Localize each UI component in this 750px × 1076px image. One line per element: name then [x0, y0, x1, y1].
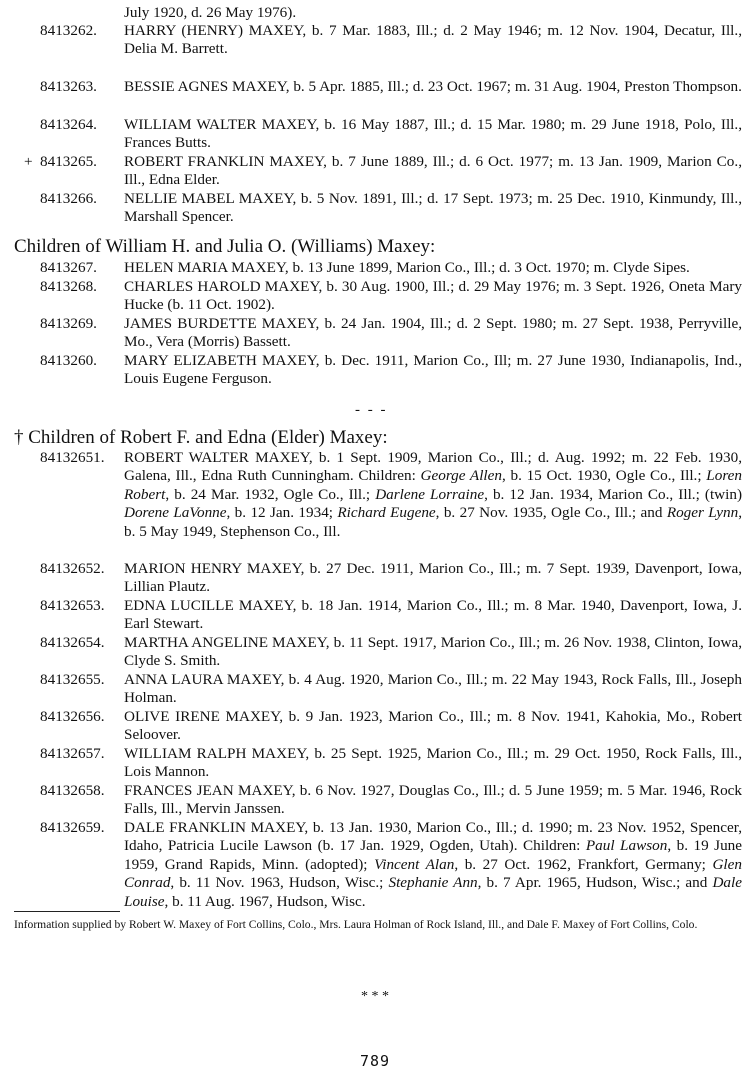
genealogy-entry	[40, 278, 742, 316]
entry-number: 84132653.	[40, 597, 105, 614]
section-separator: - - -	[355, 402, 388, 418]
genealogy-entry	[40, 259, 742, 278]
genealogy-entry	[40, 708, 742, 746]
entry-text: MARY ELIZABETH MAXEY, b. Dec. 1911, Marion Co., Ill; m. 27 June 1930, Indianapolis, Ind., Louis Eugene Ferguson.	[124, 352, 742, 388]
section-heading: † Children of Robert F. and Edna (Elder) Maxey:	[14, 427, 388, 448]
entry-text: ROBERT FRANKLIN MAXEY, b. 7 June 1889, Ill.; d. 6 Oct. 1977; m. 13 Jan. 1909, Marion Co., Ill., Edna Elder.	[124, 153, 742, 189]
entry-number: 8413266.	[40, 190, 97, 207]
entry-text: CHARLES HAROLD MAXEY, b. 30 Aug. 1900, Ill.; d. 29 May 1976; m. 3 Sept. 1926, Oneta Mary Hucke (b. 11 Oct. 1902).	[124, 278, 742, 314]
entry-number: 8413260.	[40, 352, 97, 369]
footnote: Information supplied by Robert W. Maxey of Fort Collins, Colo., Mrs. Laura Holman of Rock Island, Ill., and Dale F. Maxey of Fort Collins, Colo.	[14, 918, 698, 931]
genealogy-entry	[40, 671, 742, 709]
section-heading: Children of William H. and Julia O. (Williams) Maxey:	[14, 236, 436, 257]
genealogy-entry	[40, 634, 742, 672]
entry-text: BESSIE AGNES MAXEY, b. 5 Apr. 1885, Ill.; d. 23 Oct. 1967; m. 31 Aug. 1904, Preston Thompson.	[124, 78, 742, 95]
entry-text: ROBERT WALTER MAXEY, b. 1 Sept. 1909, Marion Co., Ill.; d. Aug. 1992; m. 22 Feb. 1930, Galena, Ill., Edna Ruth Cunningham. Children: George Allen, b. 15 Oct. 1930, Ogle Co., Ill.; Loren Robert, b. 24 Mar. 1932, Ogle Co., Ill.; Darlene Lorraine, b. 12 Jan. 1934, Marion Co., Ill.; (twin) Dorene LaVonne, b. 12 Jan. 1934; Richard Eugene, b. 27 Nov. 1935, Ogle Co., Ill.; and Roger Lynn, b. 5 May 1949, Stephenson Co., Ill.	[124, 449, 743, 540]
genealogy-entry	[40, 352, 742, 390]
entry-text: WILLIAM RALPH MAXEY, b. 25 Sept. 1925, Marion Co., Ill.; m. 29 Oct. 1950, Rock Falls, Ill., Lois Mannon.	[124, 745, 742, 781]
genealogy-entry	[40, 745, 742, 783]
entry-number: 8413268.	[40, 278, 97, 295]
genealogy-entry	[40, 315, 742, 353]
entry-number: 84132658.	[40, 782, 105, 799]
genealogy-entry	[40, 22, 742, 60]
entry-text: HELEN MARIA MAXEY, b. 13 June 1899, Marion Co., Ill.; d. 3 Oct. 1970; m. Clyde Sipes.	[124, 259, 690, 276]
entry-number: 84132657.	[40, 745, 105, 762]
page-number: 789	[359, 1052, 391, 1070]
genealogy-entry	[40, 116, 742, 154]
entry-text: DALE FRANKLIN MAXEY, b. 13 Jan. 1930, Marion Co., Ill.; d. 1990; m. 23 Nov. 1952, Spencer, Idaho, Patricia Lucile Lawson (b. 17 Jan. 1929, Ogden, Utah). Children: Paul Lawson, b. 19 June 1959, Grand Rapids, Minn. (adopted); Vincent Alan, b. 27 Oct. 1962, Frankfort, Germany; Glen Conrad, b. 11 Nov. 1963, Hudson, Wisc.; Stephanie Ann, b. 7 Apr. 1965, Hudson, Wisc.; and Dale Louise, b. 11 Aug. 1967, Hudson, Wisc.	[124, 819, 743, 910]
entry-text: WILLIAM WALTER MAXEY, b. 16 May 1887, Ill.; d. 15 Mar. 1980; m. 29 June 1918, Polo, Ill., Frances Butts.	[124, 116, 742, 152]
genealogy-entry	[40, 782, 742, 820]
continuation-line	[124, 4, 742, 22]
entry-number: 8413269.	[40, 315, 97, 332]
entry-number: 8413263.	[40, 78, 97, 95]
entry-number: 84132651.	[40, 449, 105, 466]
entry-number: 84132656.	[40, 708, 105, 725]
footnote-rule	[14, 911, 120, 912]
entry-number: 84132659.	[40, 819, 105, 836]
entry-text: JAMES BURDETTE MAXEY, b. 24 Jan. 1904, Ill.; d. 2 Sept. 1980; m. 27 Sept. 1938, Perryville, Mo., Vera (Morris) Bassett.	[124, 315, 742, 351]
entry-number: 8413267.	[40, 259, 97, 276]
section-end-stars: * * *	[361, 989, 389, 1004]
entry-number: 84132654.	[40, 634, 105, 651]
entry-number: 84132652.	[40, 560, 105, 577]
entry-text: NELLIE MABEL MAXEY, b. 5 Nov. 1891, Ill.; d. 17 Sept. 1973; m. 25 Dec. 1910, Kinmundy, Ill., Marshall Spencer.	[124, 190, 742, 226]
entry-number: 8413264.	[40, 116, 97, 133]
entry-text: MARTHA ANGELINE MAXEY, b. 11 Sept. 1917, Marion Co., Ill.; m. 26 Nov. 1938, Clinton, Iowa, Clyde S. Smith.	[124, 634, 742, 670]
entry-number: 8413265.	[40, 153, 97, 170]
genealogy-entry	[40, 449, 742, 559]
entry-text: OLIVE IRENE MAXEY, b. 9 Jan. 1923, Marion Co., Ill.; m. 8 Nov. 1941, Kahokia, Mo., Robert Seloover.	[124, 708, 742, 744]
entry-text: HARRY (HENRY) MAXEY, b. 7 Mar. 1883, Ill.; d. 2 May 1946; m. 12 Nov. 1904, Decatur, Ill., Delia M. Barrett.	[124, 22, 742, 58]
entry-text: FRANCES JEAN MAXEY, b. 6 Nov. 1927, Douglas Co., Ill.; d. 5 June 1959; m. 5 Mar. 1946, Rock Falls, Ill., Mervin Janssen.	[124, 782, 742, 818]
entry-text: MARION HENRY MAXEY, b. 27 Dec. 1911, Marion Co., Ill.; m. 7 Sept. 1939, Davenport, Iowa, Lillian Plautz.	[124, 560, 742, 596]
continuation-text: July 1920, d. 26 May 1976).	[124, 4, 297, 21]
genealogy-entry	[40, 190, 742, 228]
entry-text: ANNA LAURA MAXEY, b. 4 Aug. 1920, Marion Co., Ill.; m. 22 May 1943, Rock Falls, Ill., Joseph Holman.	[124, 671, 742, 707]
genealogy-entry	[40, 819, 743, 910]
entry-text: EDNA LUCILLE MAXEY, b. 18 Jan. 1914, Marion Co., Ill.; m. 8 Mar. 1940, Davenport, Iowa, J. Earl Stewart.	[124, 597, 742, 633]
plus-marker: +	[24, 153, 33, 170]
genealogy-entry	[40, 78, 742, 116]
entry-number: 84132655.	[40, 671, 105, 688]
genealogy-entry	[24, 153, 742, 191]
genealogy-entry	[40, 560, 742, 598]
entry-number: 8413262.	[40, 22, 97, 39]
genealogy-entry	[40, 597, 742, 635]
